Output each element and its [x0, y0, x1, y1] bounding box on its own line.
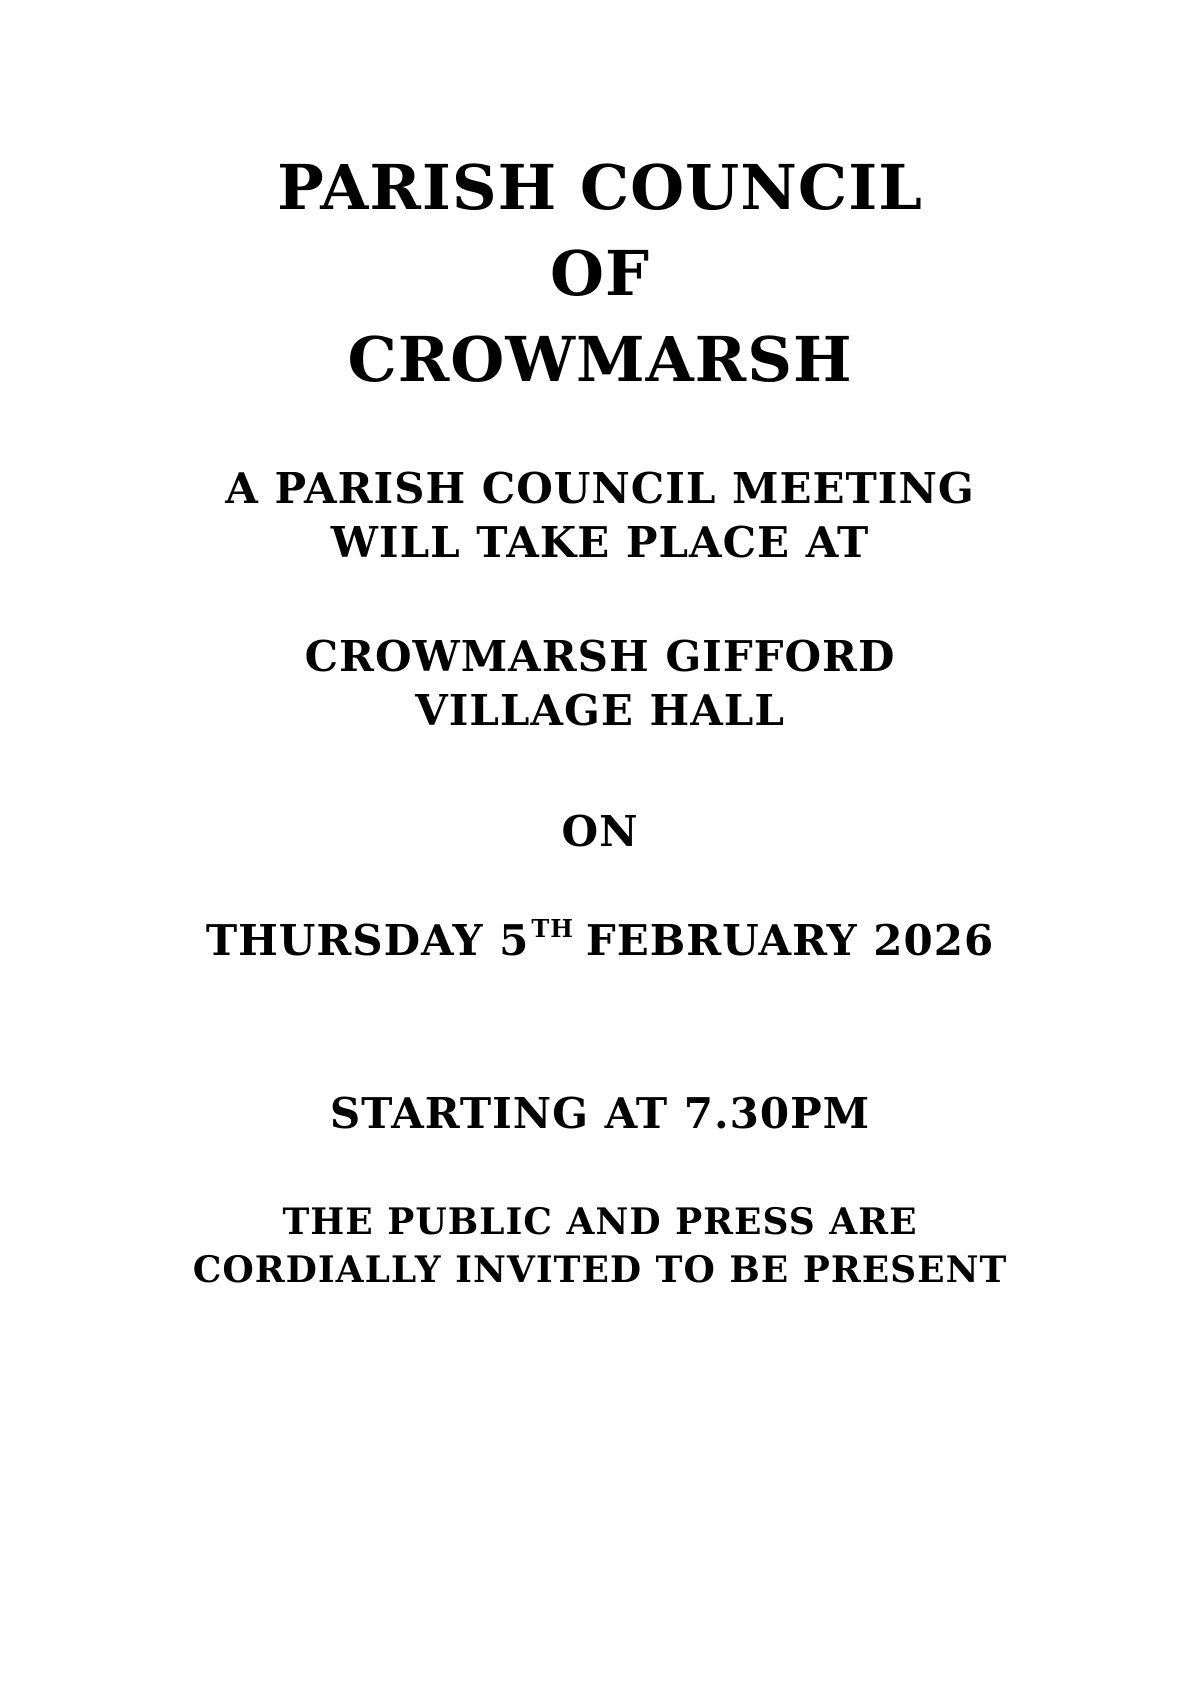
date-ordinal-suffix: TH	[531, 914, 574, 943]
invitation-line-1: THE PUBLIC AND PRESS ARE	[282, 1201, 918, 1243]
title-line-2: OF	[549, 237, 651, 310]
title-line-3: CROWMARSH	[347, 323, 853, 396]
venue-line-2: VILLAGE HALL	[415, 686, 785, 735]
start-time: STARTING AT 7.30PM	[329, 1089, 871, 1138]
invitation-line-2: CORDIALLY INVITED TO BE PRESENT	[192, 1249, 1008, 1291]
meeting-date	[0, 914, 1200, 974]
on-label: ON	[561, 807, 639, 856]
date-month-year: FEBRUARY 2026	[585, 916, 995, 965]
venue-line-1: CROWMARSH GIFFORD	[304, 632, 896, 681]
meeting-line-2: WILL TAKE PLACE AT	[330, 518, 870, 567]
title-line-1: PARISH COUNCIL	[277, 151, 923, 224]
date-weekday-day: THURSDAY 5	[205, 916, 530, 965]
meeting-line-1: A PARISH COUNCIL MEETING	[225, 464, 975, 513]
